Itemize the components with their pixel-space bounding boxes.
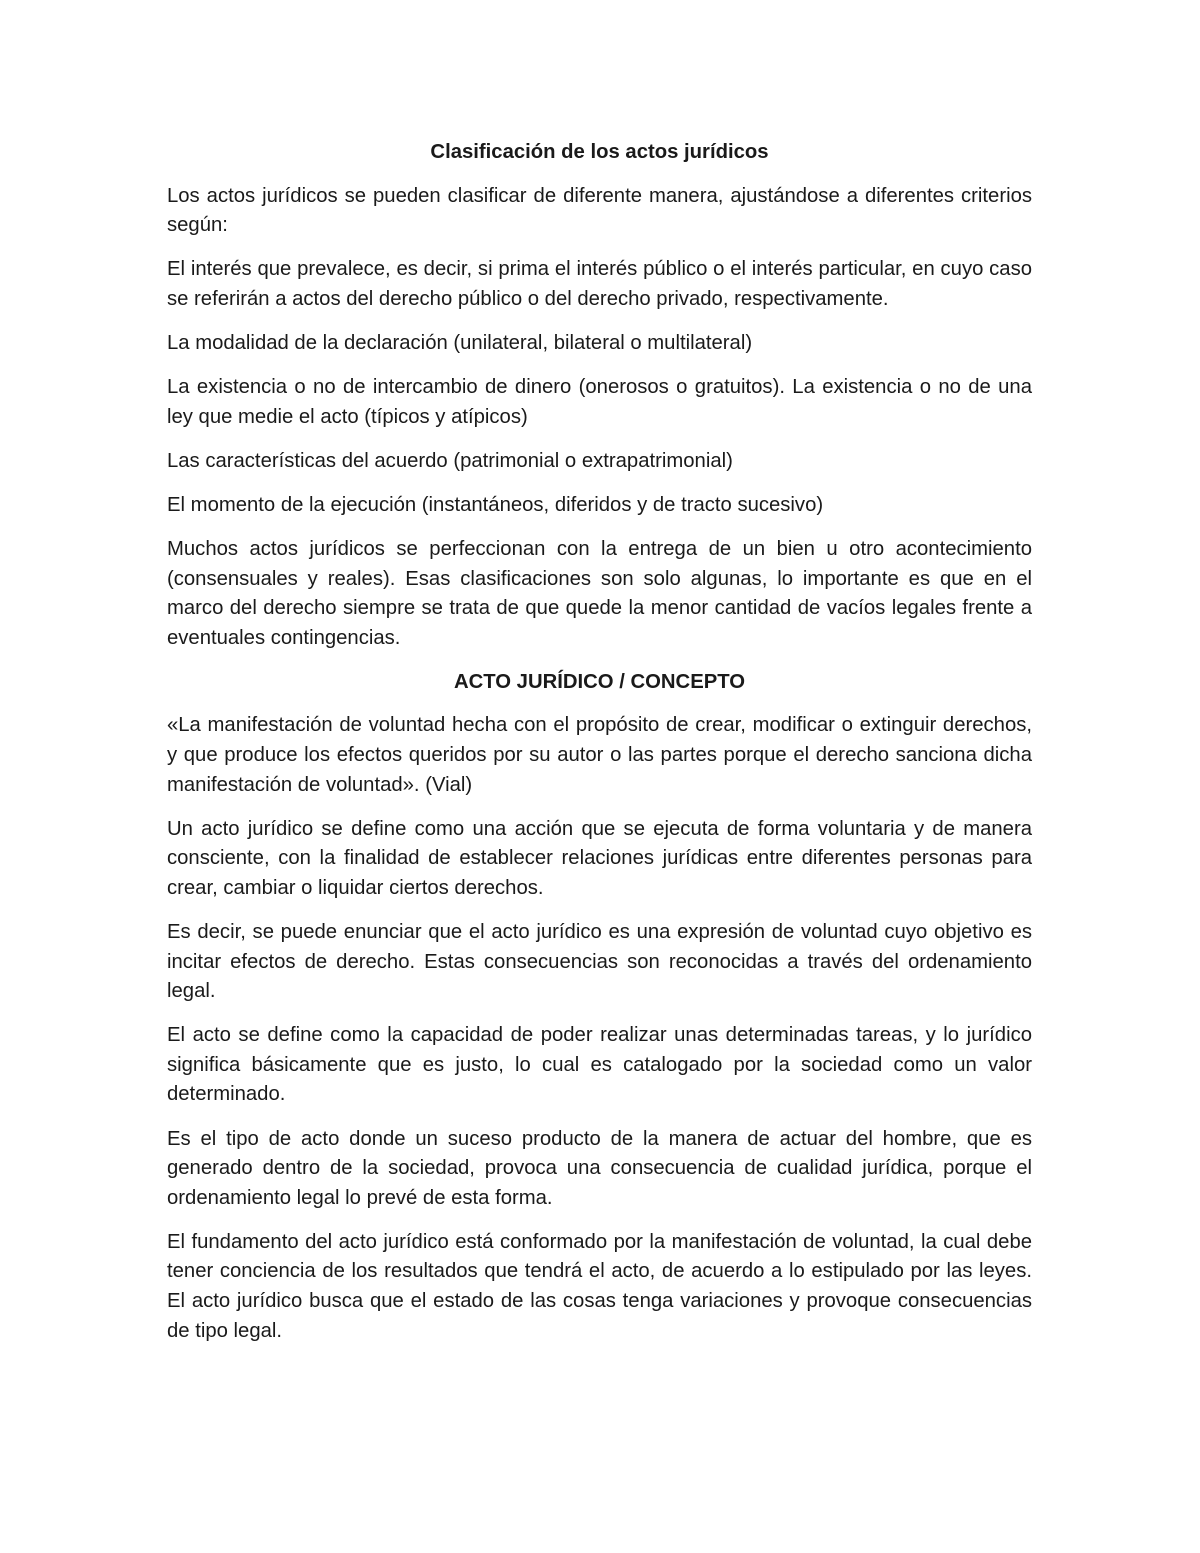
- paragraph-capacidad: El acto se define como la capacidad de poder realizar unas determinadas tareas, y lo jurídico significa básicamente que es justo, lo cual es catalogado por la sociedad como un valor determinado.: [167, 1024, 1032, 1106]
- section-title-clasificacion: Clasificación de los actos jurídicos: [430, 141, 769, 163]
- paragraph-definicion: Un acto jurídico se define como una acción que se ejecuta de forma voluntaria y de manera consciente, con la finalidad de establecer relaciones jurídicas entre diferentes personas para crear, cambiar o liquidar ciertos derechos.: [167, 817, 1032, 899]
- paragraph-expresion: Es decir, se puede enunciar que el acto jurídico es una expresión de voluntad cuyo objetivo es incitar efectos de derecho. Estas consecuencias son reconocidas a través del ordenamiento legal.: [167, 920, 1032, 1003]
- paragraph-cita-vial: «La manifestación de voluntad hecha con el propósito de crear, modificar o extinguir derechos, y que produce los efectos queridos por su autor o las partes porque el derecho sanciona dicha manifestación de voluntad». (Vial): [167, 714, 1032, 796]
- section-title-concepto: ACTO JURÍDICO / CONCEPTO: [453, 670, 746, 693]
- paragraph-suceso: Es el tipo de acto donde un suceso producto de la manera de actuar del hombre, que es generado dentro de la sociedad, provoca una consecuencia de cualidad jurídica, porque el ordenamiento legal lo prevé de esta forma.: [167, 1127, 1032, 1209]
- paragraph-momento: El momento de la ejecución (instantáneos, diferidos y de tracto sucesivo): [167, 493, 824, 516]
- paragraph-intercambio: La existencia o no de intercambio de dinero (onerosos o gratuitos). La existencia o no de una ley que medie el acto (típicos y atípicos): [167, 376, 1032, 428]
- document-body: [167, 138, 1032, 1361]
- paragraph-fundamento: El fundamento del acto jurídico está conformado por la manifestación de voluntad, la cual debe tener conciencia de los resultados que tendrá el acto, de acuerdo a lo estipulado por las leyes. El acto jurídico busca que el estado de las cosas tenga variaciones y provoque consecuencias de tipo legal.: [167, 1230, 1032, 1342]
- paragraph-caracteristicas: Las características del acuerdo (patrimonial o extrapatrimonial): [167, 449, 733, 472]
- paragraph-perfeccionan: Muchos actos jurídicos se perfeccionan con la entrega de un bien u otro acontecimiento (consensuales y reales). Esas clasificaciones son solo algunas, lo importante es que en el marco del derecho siempre se trata de que quede la menor cantidad de vacíos legales frente a eventuales contingencias.: [167, 537, 1032, 649]
- paragraph-modalidad: La modalidad de la declaración (unilateral, bilateral o multilateral): [167, 331, 753, 354]
- paragraph-interes: El interés que prevalece, es decir, si prima el interés público o el interés particular, en cuyo caso se referirán a actos del derecho público o del derecho privado, respectivamente.: [167, 258, 1032, 310]
- paragraph-intro: Los actos jurídicos se pueden clasificar de diferente manera, ajustándose a diferentes criterios según:: [167, 184, 1032, 237]
